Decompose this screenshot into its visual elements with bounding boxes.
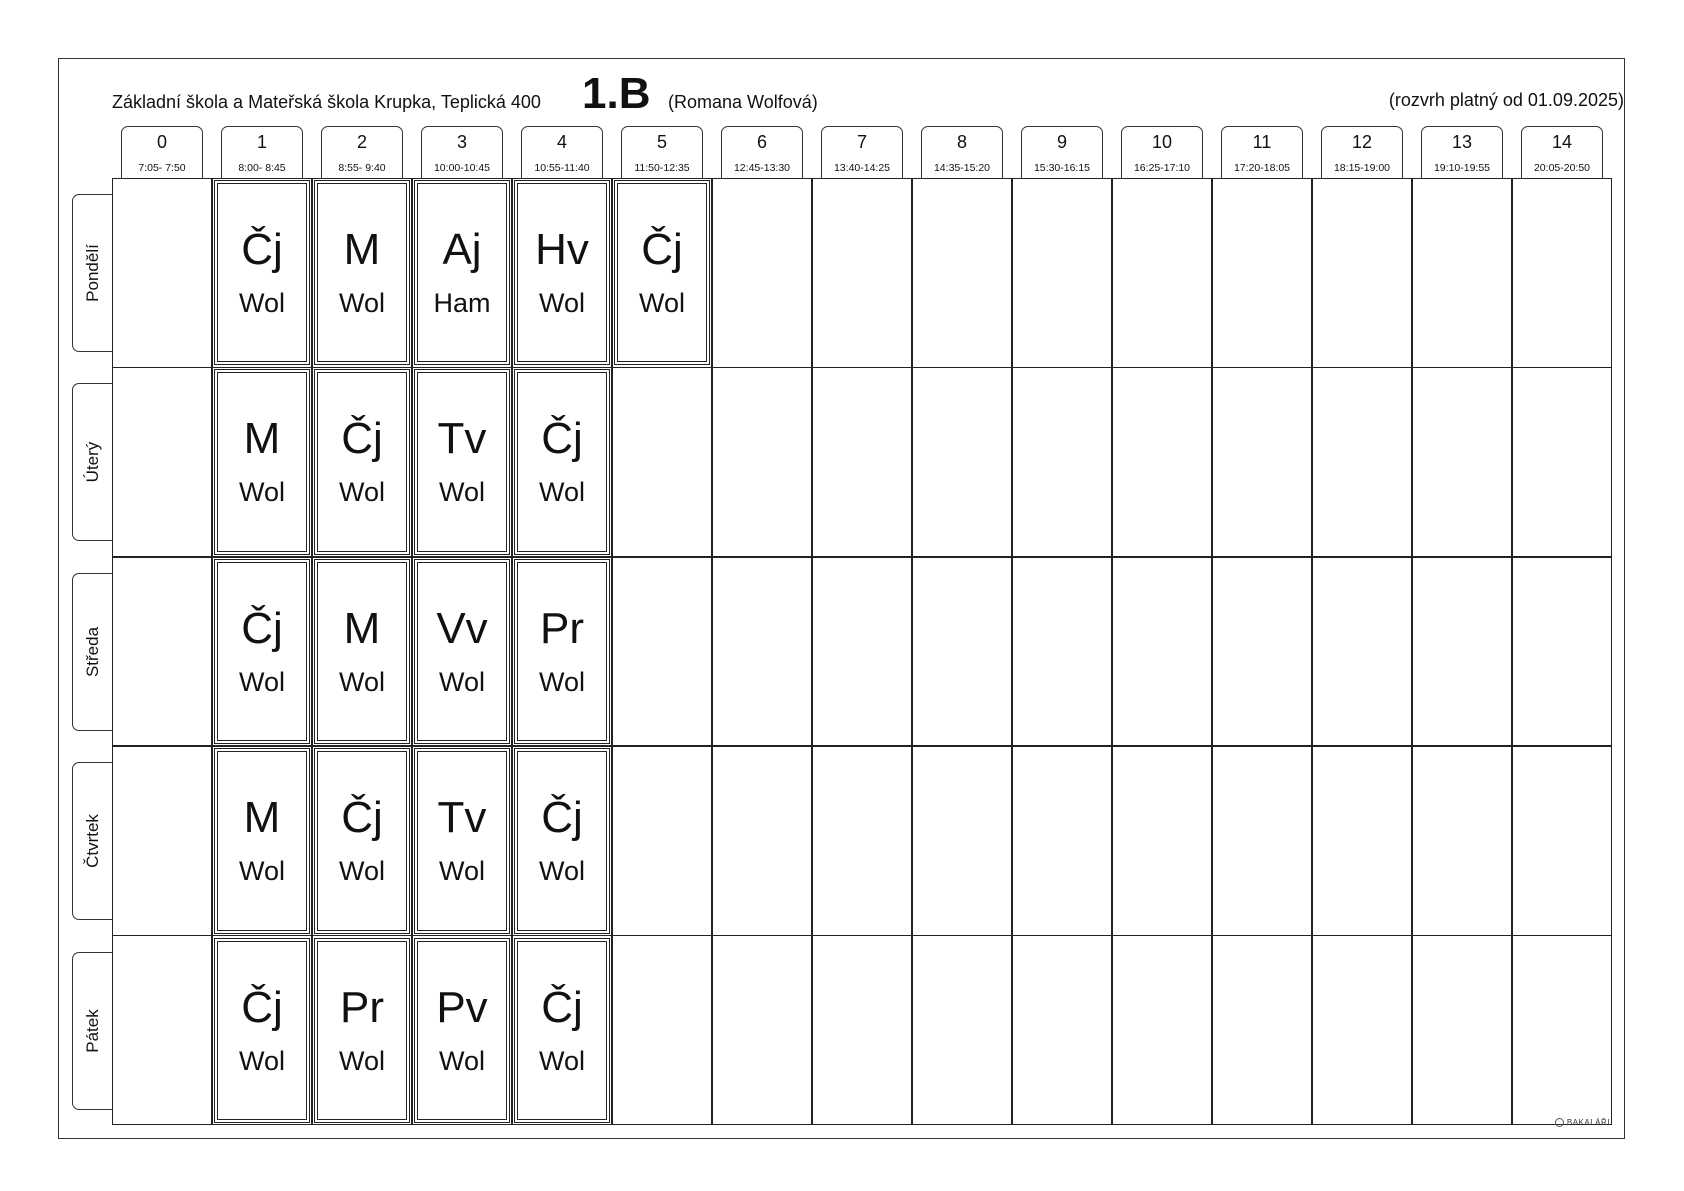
day-header xyxy=(72,952,112,1110)
lesson-cell[interactable] xyxy=(214,938,310,1123)
lesson-teacher: Wol xyxy=(438,666,485,697)
lesson-teacher: Wol xyxy=(238,477,285,508)
period-number: 10 xyxy=(1151,132,1173,152)
lesson-teacher: Wol xyxy=(438,856,485,887)
lesson-teacher: Wol xyxy=(638,288,685,318)
logo-text: BAKALÁŘI xyxy=(1566,1118,1610,1127)
period-header-9 xyxy=(1021,126,1103,178)
grid-column-line xyxy=(911,178,913,1125)
period-time: 10:55-11:40 xyxy=(534,162,590,174)
lesson-subject: Čj xyxy=(341,414,383,464)
class-title: 1.B xyxy=(582,69,651,118)
lesson-cell[interactable] xyxy=(214,559,310,744)
period-time: 10:00-10:45 xyxy=(433,162,491,174)
period-number: 13 xyxy=(1451,132,1473,152)
class-teacher: (Romana Wolfová) xyxy=(668,92,818,112)
lesson-subject: M xyxy=(343,225,381,274)
grid-column-line xyxy=(1311,178,1313,1125)
period-header-14 xyxy=(1521,126,1603,178)
period-header-6 xyxy=(721,126,803,178)
lesson-subject: Aj xyxy=(442,225,482,274)
day-header xyxy=(72,194,112,352)
grid-column-line xyxy=(1411,178,1413,1125)
grid-column-line xyxy=(711,178,713,1125)
period-time: 14:35-15:20 xyxy=(933,162,991,174)
lesson-cell[interactable] xyxy=(414,748,510,933)
grid-row-line xyxy=(112,935,1612,937)
lesson-teacher: Wol xyxy=(338,477,385,508)
grid-row-line xyxy=(112,745,1612,747)
period-time: 8:55- 9:40 xyxy=(338,162,386,174)
grid-column-line xyxy=(1111,178,1113,1125)
bakalari-logo xyxy=(1555,1118,1610,1127)
period-number: 11 xyxy=(1252,132,1272,152)
grid-row-line xyxy=(112,367,1612,369)
period-header-4 xyxy=(521,126,603,178)
lesson-cell[interactable] xyxy=(514,180,610,365)
lesson-cell[interactable] xyxy=(314,559,410,744)
period-header-5 xyxy=(621,126,703,178)
grid-column-line xyxy=(1211,178,1213,1125)
lesson-teacher: Wol xyxy=(538,288,585,318)
grid-column-line xyxy=(1511,178,1513,1125)
lesson-cell[interactable] xyxy=(614,180,710,365)
period-time: 17:20-18:05 xyxy=(1233,162,1291,174)
period-time: 11:50-12:35 xyxy=(634,162,690,174)
period-header-0 xyxy=(121,126,203,178)
day-header xyxy=(72,383,112,541)
period-number: 9 xyxy=(1056,132,1067,152)
period-number: 5 xyxy=(656,132,667,152)
period-header-2 xyxy=(321,126,403,178)
period-number: 8 xyxy=(956,132,967,152)
lesson-subject: Čj xyxy=(541,793,583,843)
lesson-cell[interactable] xyxy=(514,559,610,744)
period-time: 20:05-20:50 xyxy=(1533,162,1591,174)
period-number: 2 xyxy=(356,132,367,152)
lesson-subject: Tv xyxy=(437,793,487,843)
lesson-subject: Čj xyxy=(341,793,383,843)
period-time: 18:15-19:00 xyxy=(1333,162,1391,174)
period-time: 12:45-13:30 xyxy=(733,162,791,174)
lesson-subject: Tv xyxy=(437,414,487,464)
grid-column-line xyxy=(511,178,513,1125)
period-header-3 xyxy=(421,126,503,178)
grid-row-line xyxy=(112,556,1612,558)
grid-column-line xyxy=(1011,178,1013,1125)
lesson-cell[interactable] xyxy=(414,369,510,554)
lesson-subject: Vv xyxy=(436,603,488,653)
grid-column-line xyxy=(311,178,313,1125)
period-header-12 xyxy=(1321,126,1403,178)
period-number: 7 xyxy=(856,132,867,152)
lesson-teacher: Wol xyxy=(238,856,285,887)
day-label: Pondělí xyxy=(82,244,102,302)
period-header-7 xyxy=(821,126,903,178)
lesson-teacher: Wol xyxy=(338,1045,385,1076)
period-header-1 xyxy=(221,126,303,178)
lesson-subject: Čj xyxy=(541,414,583,464)
day-header xyxy=(72,573,112,731)
lesson-subject: M xyxy=(343,603,381,653)
lesson-subject: Čj xyxy=(641,225,683,274)
lesson-cell[interactable] xyxy=(514,938,610,1123)
validity-date: (rozvrh platný od 01.09.2025) xyxy=(1388,90,1624,110)
day-label: Čtvrtek xyxy=(82,814,102,869)
period-number: 4 xyxy=(556,132,567,152)
lesson-cell[interactable] xyxy=(314,748,410,933)
period-time: 16:25-17:10 xyxy=(1133,162,1191,174)
period-number: 6 xyxy=(756,132,767,152)
lesson-teacher: Wol xyxy=(338,288,385,318)
lesson-subject: Pv xyxy=(436,982,488,1032)
period-number: 12 xyxy=(1351,132,1373,152)
period-time: 7:05- 7:50 xyxy=(138,162,186,174)
day-label: Pátek xyxy=(82,1008,102,1053)
lesson-cell[interactable] xyxy=(214,180,310,365)
period-number: 0 xyxy=(156,132,167,152)
period-number: 1 xyxy=(256,132,267,152)
lesson-cell[interactable] xyxy=(514,369,610,554)
lesson-teacher: Wol xyxy=(538,1045,585,1076)
lesson-teacher: Wol xyxy=(338,666,385,697)
school-name: Základní škola a Mateřská škola Krupka, Teplická 400 xyxy=(112,92,541,112)
period-header-11 xyxy=(1221,126,1303,178)
lesson-cell[interactable] xyxy=(314,180,410,365)
period-header-13 xyxy=(1421,126,1503,178)
lesson-cell[interactable] xyxy=(214,369,310,554)
lesson-cell[interactable] xyxy=(414,180,510,365)
lesson-subject: M xyxy=(243,793,281,843)
grid-column-line xyxy=(611,178,613,1125)
day-label: Středa xyxy=(82,626,102,677)
lesson-cell[interactable] xyxy=(414,559,510,744)
lesson-teacher: Wol xyxy=(538,666,585,697)
period-header-10 xyxy=(1121,126,1203,178)
period-number: 3 xyxy=(456,132,467,152)
lesson-cell[interactable] xyxy=(314,369,410,554)
lesson-teacher: Wol xyxy=(538,856,585,887)
lesson-teacher: Wol xyxy=(538,477,585,508)
period-time: 13:40-14:25 xyxy=(833,162,891,174)
lesson-teacher: Wol xyxy=(238,1045,285,1076)
day-header xyxy=(72,762,112,920)
period-time: 19:10-19:55 xyxy=(1433,162,1491,174)
lesson-teacher: Wol xyxy=(238,666,285,697)
grid-column-line xyxy=(211,178,213,1125)
period-time: 8:00- 8:45 xyxy=(238,162,286,174)
lesson-teacher: Wol xyxy=(338,856,385,887)
grid-column-line xyxy=(411,178,413,1125)
lesson-subject: Čj xyxy=(241,982,283,1032)
lesson-teacher: Wol xyxy=(238,288,285,318)
lesson-teacher: Wol xyxy=(438,477,485,508)
lesson-teacher: Wol xyxy=(438,1045,485,1076)
lesson-cell[interactable] xyxy=(514,748,610,933)
period-header-8 xyxy=(921,126,1003,178)
grid-column-line xyxy=(811,178,813,1125)
lesson-cell[interactable] xyxy=(414,938,510,1123)
lesson-subject: Hv xyxy=(535,225,589,274)
lesson-teacher: Ham xyxy=(433,288,491,318)
lesson-cell[interactable] xyxy=(214,748,310,933)
lesson-subject: M xyxy=(243,414,281,464)
lesson-subject: Čj xyxy=(241,603,283,653)
lesson-subject: Pr xyxy=(540,603,584,653)
lesson-subject: Pr xyxy=(340,982,384,1032)
logo-icon xyxy=(1555,1118,1564,1127)
period-number: 14 xyxy=(1551,132,1573,152)
period-time: 15:30-16:15 xyxy=(1033,162,1091,174)
lesson-subject: Čj xyxy=(241,225,283,274)
lesson-subject: Čj xyxy=(541,982,583,1032)
lesson-cell[interactable] xyxy=(314,938,410,1123)
day-label: Úterý xyxy=(82,442,102,483)
